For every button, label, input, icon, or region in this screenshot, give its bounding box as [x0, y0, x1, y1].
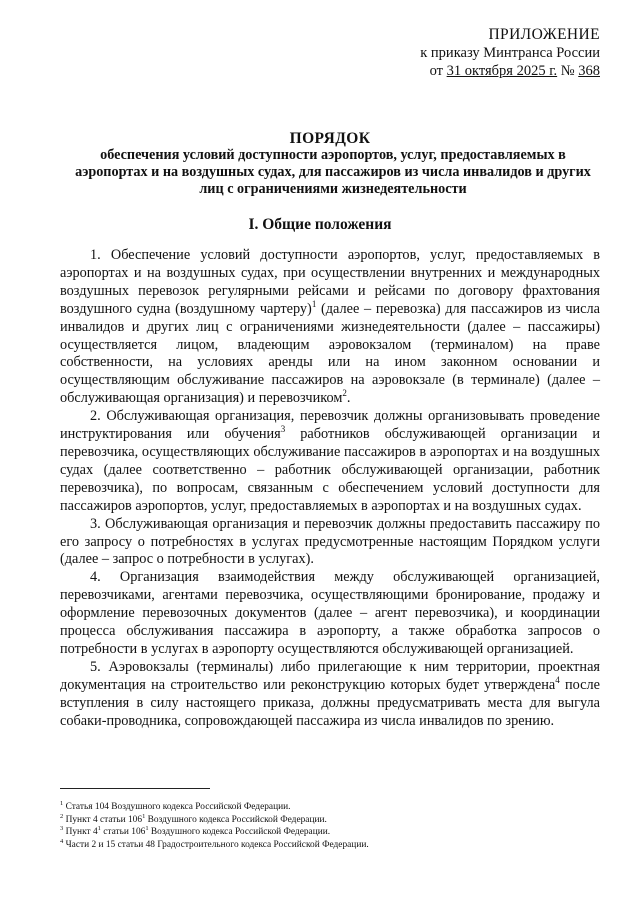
paragraph-1-text-c: .	[346, 390, 351, 407]
footnote-4	[60, 839, 600, 852]
footnote-2	[60, 814, 600, 827]
number-sign: №	[557, 63, 579, 79]
footnote-3-sup-2: 1	[145, 824, 149, 832]
footnote-1-text: Статья 104 Воздушного кодекса Российской Федерации.	[63, 802, 291, 812]
paragraph-4: 4. Организация взаимодействия между обслуживающей организацией, перевозчиками, агентами перевозчика, осуществляющими бронирование, продажу и оформление перевозочных документов (далее – агент перевозчика), и координации процесса обслуживания пассажира в аэропорту, а также обработка запросов о потребности в услугах в аэропорту осуществляются обслуживающей организацией.	[60, 569, 600, 657]
appendix-title: ПРИЛОЖЕНИЕ	[488, 26, 600, 43]
footnote-separator	[60, 788, 210, 789]
paragraph-2	[60, 408, 600, 515]
footnote-3-mark: 3	[60, 824, 64, 832]
footnote-4-mark: 4	[60, 837, 64, 845]
footnote-mark-3: 3	[280, 424, 286, 435]
paragraph-2-text-a: 2. Обслуживающая организация, перевозчик должны организовывать проведение инструктирования или обучения	[60, 408, 600, 443]
order-number: 368	[578, 63, 600, 79]
paragraph-1	[60, 247, 600, 408]
paragraph-2-text-b: работников обслуживающей организации и перевозчика, осуществляющих обслуживание пассажиров в аэропортах и на воздушных судах (далее соответственно – работник обслуживающей организации, работник перевозчика), по вопросам, связанным с обеспечением условий доступности для пассажиров аэропортов, услуг, предоставляемых в аэропортах и на воздушных судах.	[60, 426, 600, 514]
order-date: 31 октября 2025 г.	[446, 63, 558, 79]
document-title: ПОРЯДОК	[289, 130, 371, 147]
paragraph-3: 3. Обслуживающая организация и перевозчик должны предоставить пассажиру по его запросу о потребностях в услугах предусмотренные настоящим Порядком услуги (далее – запрос о потребности в услугах).	[60, 515, 600, 568]
footnote-2-text-a: Пункт 4 статьи 106	[63, 814, 143, 825]
approval-block	[350, 26, 600, 80]
order-reference: к приказу Минтранса России	[420, 45, 600, 61]
footnotes	[60, 801, 600, 851]
footnote-3-text-b: статьи 106	[100, 827, 146, 837]
paragraph-5	[60, 659, 600, 731]
footnote-2-sup: 1	[142, 812, 146, 820]
footnote-mark-4: 4	[555, 674, 560, 685]
footnote-3-sup-1: 1	[97, 824, 101, 832]
date-prefix: от	[429, 63, 447, 79]
section-heading: I. Общие положения	[248, 216, 392, 233]
paragraph-5-text-a: 5. Аэровокзалы (терминалы) либо прилегающие к ним территории, проектная документация на строительство или реконструкцию которых будет утверждена	[60, 658, 600, 693]
paragraph-1-text-a: 1. Обеспечение условий доступности аэропортов, услуг, предоставляемых в аэропортах и на воздушных судах, при осуществлении внутренних и международных воздушных перевозок регулярными рейсами и рейсами по договору фрахтования воздушного судна (воздушному чартеру)	[60, 247, 600, 317]
footnote-1-mark: 1	[60, 799, 64, 807]
footnote-4-text: Части 2 и 15 статьи 48 Градостроительного кодекса Российской Федерации.	[63, 839, 369, 850]
paragraph-5-text-b: после вступления в силу настоящего приказа, должны предусматривать места для выгула собаки-проводника, сопровождающей пассажира из числа инвалидов по зрению.	[60, 676, 600, 729]
footnote-3-text-a: Пункт 4	[63, 827, 98, 837]
footnote-2-mark: 2	[60, 812, 64, 820]
footnote-2-text-b: Воздушного кодекса Российской Федерации.	[145, 814, 327, 825]
paragraph-1-text-b: (далее – перевозка) для пассажиров из числа инвалидов и других лиц с ограничениями жизнедеятельности (далее – пассажиры) осуществляется лицом, владеющим аэровокзалом (терминалом) на праве собственности, на условиях аренды или на ином законном основании и осуществляющим обслуживание пассажиров на аэровокзале (в терминале) (далее – обслуживающая организация) и перевозчиком	[60, 300, 600, 407]
footnote-3-text-c: Воздушного кодекса Российской Федерации.	[148, 827, 331, 837]
document-subtitle: обеспечения условий доступности аэропортов, услуг, предоставляемых в аэропортах и на воздушных судах, для пассажиров из числа инвалидов и других лиц с ограничениями жизнедеятельности	[75, 147, 591, 197]
document-body	[60, 247, 600, 730]
order-date-number	[350, 62, 600, 80]
footnote-3	[60, 826, 600, 839]
footnote-1	[60, 801, 600, 814]
footnote-mark-2: 2	[342, 388, 347, 399]
footnote-mark-1: 1	[311, 298, 317, 309]
